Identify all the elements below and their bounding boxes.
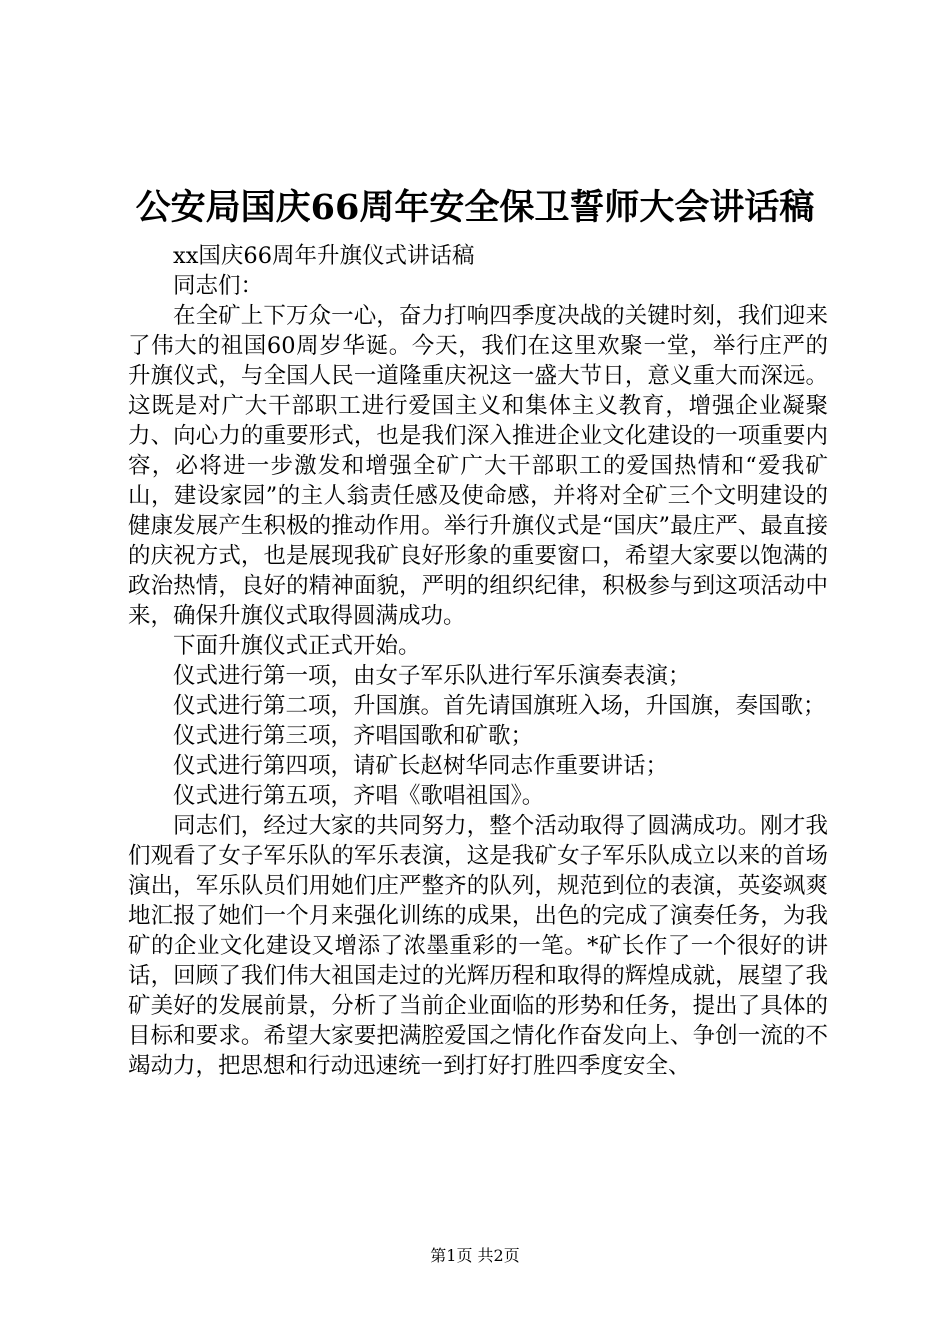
paragraph-ceremony-start: 下面升旗仪式正式开始。 xyxy=(173,633,421,659)
document-title: 公安局国庆66周年安全保卫誓师大会讲话稿 xyxy=(135,187,815,228)
paragraph-item-4: 仪式进行第四项，请矿长赵树华同志作重要讲话； xyxy=(173,753,669,779)
salutation: 同志们： xyxy=(173,273,264,299)
document-subtitle: xx国庆66周年升旗仪式讲话稿 xyxy=(173,243,475,269)
paragraph-opening: 在全矿上下万众一心，奋力打响四季度决战的关键时刻，我们迎来了伟大的祖国60周岁华诞。今天，我们在这里欢聚一堂，举行庄严的升旗仪式，与全国人民一道隆重庆祝这一盛大节日，意义重大而深远。这既是对广大干部职工进行爱国主义和集体主义教育，增强企业凝聚力、向心力的重要形式，也是我们深入推进企业文化建设的一项重要内容，必将进一步激发和增强全矿广大干部职工的爱国热情和“爱我矿山，建设家园”的主人翁责任感及使命感，并将对全矿三个文明建设的健康发展产生积极的推动作用。举行升旗仪式是“国庆”最庄严、最直接的庆祝方式，也是展现我矿良好形象的重要窗口，希望大家要以饱满的政治热情，良好的精神面貌，严明的组织纪律，积极参与到这项活动中来，确保升旗仪式取得圆满成功。 xyxy=(128,303,828,629)
paragraph-item-1: 仪式进行第一项，由女子军乐队进行军乐演奏表演； xyxy=(173,663,691,689)
paragraph-item-2: 仪式进行第二项，升国旗。首先请国旗班入场，升国旗，奏国歌； xyxy=(173,693,826,719)
document-body xyxy=(128,241,828,1081)
paragraph-item-5: 仪式进行第五项，齐唱《歌唱祖国》。 xyxy=(173,783,545,809)
paragraph-closing: 同志们，经过大家的共同努力，整个活动取得了圆满成功。刚才我们观看了女子军乐队的军乐表演，这是我矿女子军乐队成立以来的首场演出，军乐队员们用她们庄严整齐的队列，规范到位的表演，英姿飒爽地汇报了她们一个月来强化训练的成果，出色的完成了演奏任务，为我矿的企业文化建设又增添了浓墨重彩的一笔。*矿长作了一个很好的讲话，回顾了我们伟大祖国走过的光辉历程和取得的辉煌成就，展望了我矿美好的发展前景，分析了当前企业面临的形势和任务，提出了具体的目标和要求。希望大家要把满腔爱国之情化作奋发向上、争创一流的不竭动力，把思想和行动迅速统一到打好打胜四季度安全、 xyxy=(128,813,828,1079)
paragraph-item-3: 仪式进行第三项，齐唱国歌和矿歌； xyxy=(173,723,534,749)
page-footer: 第1页 共2页 xyxy=(430,1246,520,1265)
